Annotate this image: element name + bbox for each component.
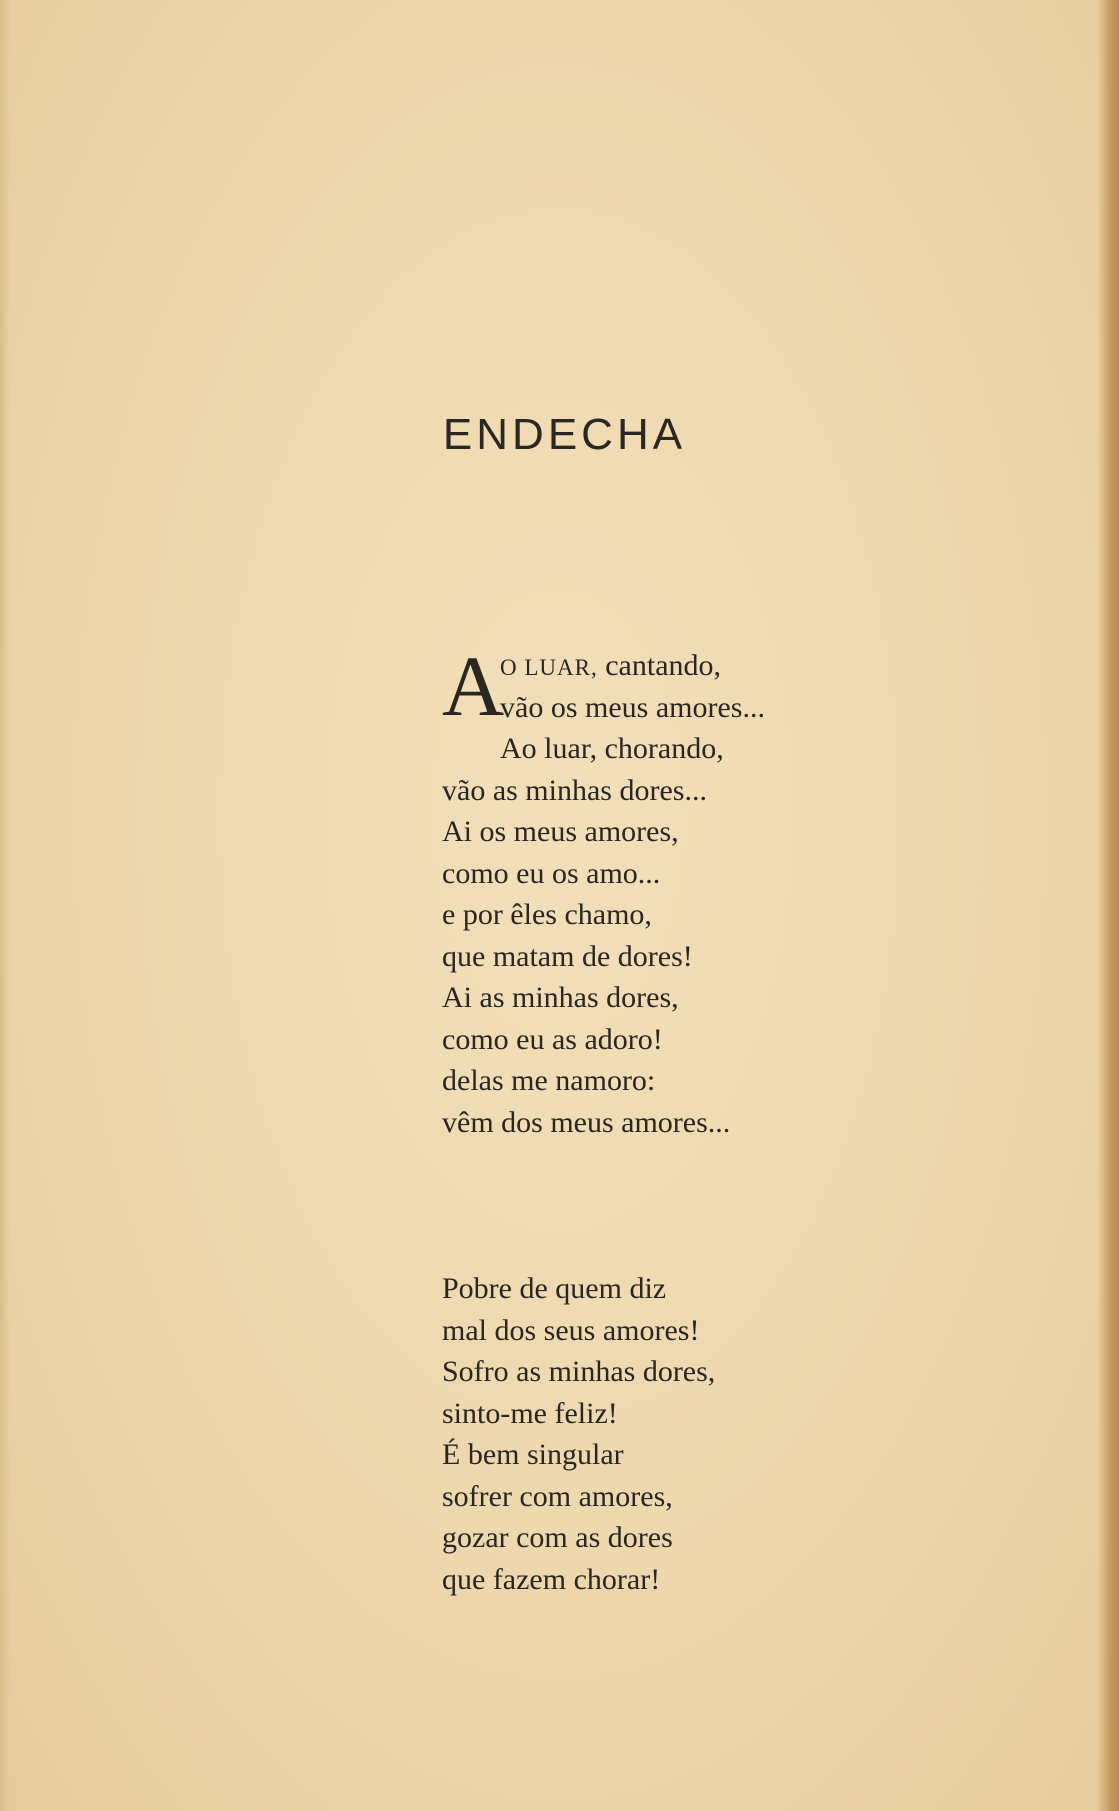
stanza-1-line-1 bbox=[442, 645, 765, 687]
stanza-1-line-9: Ai as minhas dores, bbox=[442, 981, 679, 1014]
stanza-1-line-11: delas me namoro: bbox=[442, 1064, 656, 1097]
stanza-2-line-8: que fazem chorar! bbox=[442, 1562, 661, 1596]
page-right-edge-shadow bbox=[1097, 0, 1119, 1811]
stanza-1-line-3: Ao luar, chorando, bbox=[500, 732, 724, 765]
stanza-1-line-6: como eu os amo... bbox=[442, 856, 661, 890]
stanza-2-line-1: Pobre de quem diz bbox=[442, 1272, 667, 1305]
stanza-2-line-7: gozar com as dores bbox=[442, 1521, 673, 1554]
smallcaps-opening: O LUAR, bbox=[500, 655, 598, 680]
stanza-1-line-5: Ai os meus amores, bbox=[442, 815, 679, 848]
drop-cap: A bbox=[442, 638, 505, 734]
stanza-1-line-12: vêm dos meus amores... bbox=[442, 1105, 731, 1139]
stanza-1-line-7: e por êles chamo, bbox=[442, 898, 652, 931]
stanza-2-line-4: sinto-me feliz! bbox=[442, 1396, 618, 1430]
stanza-2-line-6: sofrer com amores, bbox=[442, 1479, 673, 1513]
stanza-1-line-10: como eu as adoro! bbox=[442, 1022, 663, 1056]
page-left-edge bbox=[0, 0, 10, 1811]
stanza-2-line-5: É bem singular bbox=[442, 1438, 624, 1471]
stanza-1-line-8: que matam de dores! bbox=[442, 939, 693, 973]
poem-title: ENDECHA bbox=[442, 410, 687, 460]
stanza-2 bbox=[442, 1268, 715, 1600]
stanza-1-line-2: vão os meus amores... bbox=[500, 690, 765, 724]
line-1-rest: cantando, bbox=[597, 649, 722, 682]
stanza-2-line-3: Sofro as minhas dores, bbox=[442, 1355, 716, 1388]
stanza-2-line-2: mal dos seus amores! bbox=[442, 1313, 700, 1347]
stanza-1-line-4: vão as minhas dores... bbox=[442, 773, 707, 807]
stanza-1 bbox=[442, 638, 765, 1143]
